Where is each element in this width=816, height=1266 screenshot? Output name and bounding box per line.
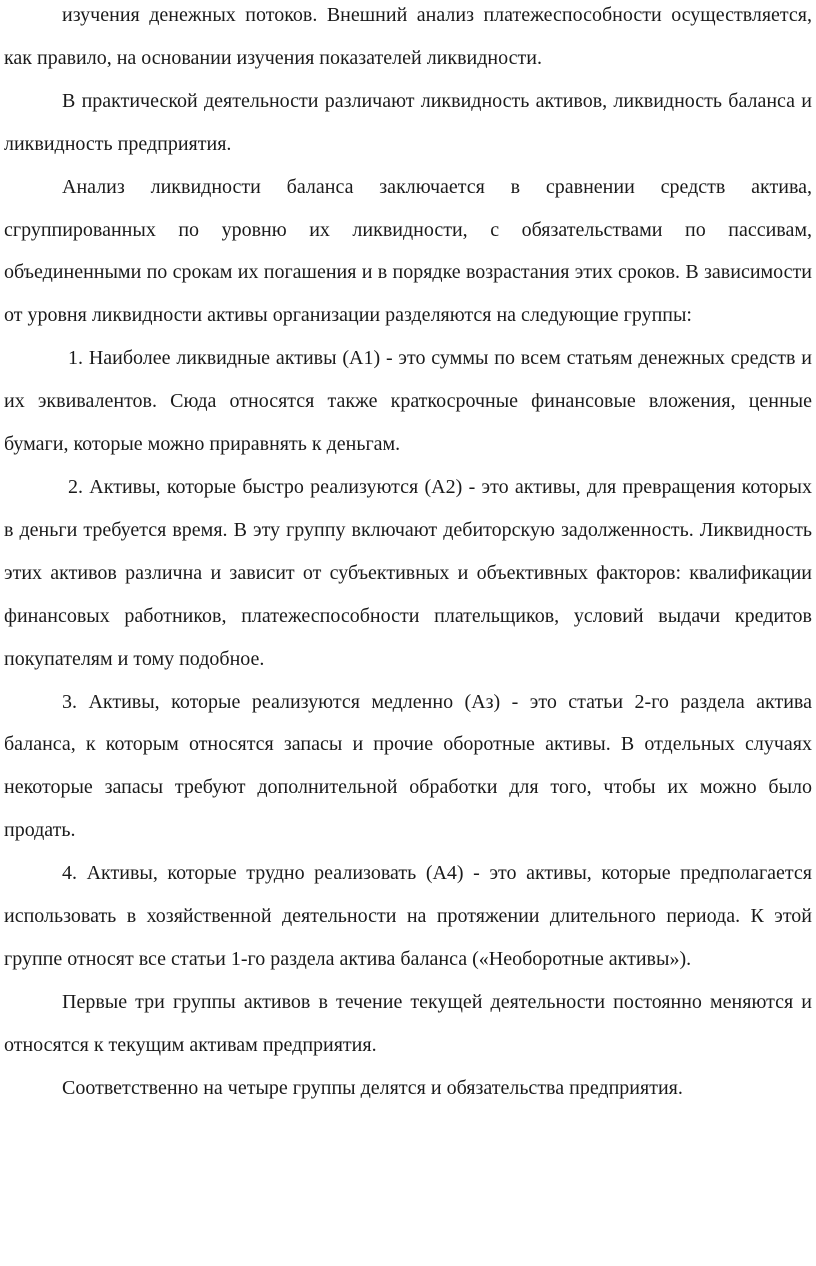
paragraph-balance-liquidity-analysis: Анализ ликвидности баланса заключается в сравнении средств актива, сгруппированных по уровню их ликвидности, с обязательствами по пассивам, объединенными по срокам их погашения и в порядке возрастания этих сроков. В зависимости от уровня ликвидности активы организации разделяются на следующие группы: xyxy=(4,175,812,327)
paragraph-liabilities-groups: Соответственно на четыре группы делятся и обязательства предприятия. xyxy=(62,1076,683,1099)
list-item-group-a2: 2. Активы, которые быстро реализуются (А2) - это активы, для превращения которых в деньги требуется время. В эту группу включают дебиторскую задолженность. Ликвидность этих активов различна и зависит от субъективных и объективных факторов: квалификации финансовых работников, платежеспособности плательщиков, условий выдачи кредитов покупателям и тому подобное. xyxy=(4,475,812,670)
list-item-group-a3: 3. Активы, которые реализуются медленно (Аз) - это статьи 2-го раздела актива баланса, к которым относятся запасы и прочие оборотные активы. В отдельных случаях некоторые запасы требуют дополнительной обработки для того, чтобы их можно было продать. xyxy=(4,690,812,842)
paragraph-current-assets: Первые три группы активов в течение текущей деятельности постоянно меняются и относятся к текущим активам предприятия. xyxy=(4,990,812,1056)
list-item-group-a1: 1. Наиболее ликвидные активы (А1) - это суммы по всем статьям денежных средств и их эквивалентов. Сюда относятся также краткосрочные финансовые вложения, ценные бумаги, которые можно приравнять к деньгам. xyxy=(4,347,812,456)
list-item-group-a4: 4. Активы, которые трудно реализовать (А4) - это активы, которые предполагается использовать в хозяйственной деятельности на протяжении длительного периода. К этой группе относят все статьи 1-го раздела актива баланса («Необоротные активы»). xyxy=(4,862,812,970)
paragraph-liquidity-intro-continuation: изучения денежных потоков. Внешний анализ платежеспособности осуществляется, как правило, на основании изучения показателей ликвидности. xyxy=(4,4,812,69)
paragraph-liquidity-types: В практической деятельности различают ликвидность активов, ликвидность баланса и ликвидность предприятия. xyxy=(4,89,812,155)
